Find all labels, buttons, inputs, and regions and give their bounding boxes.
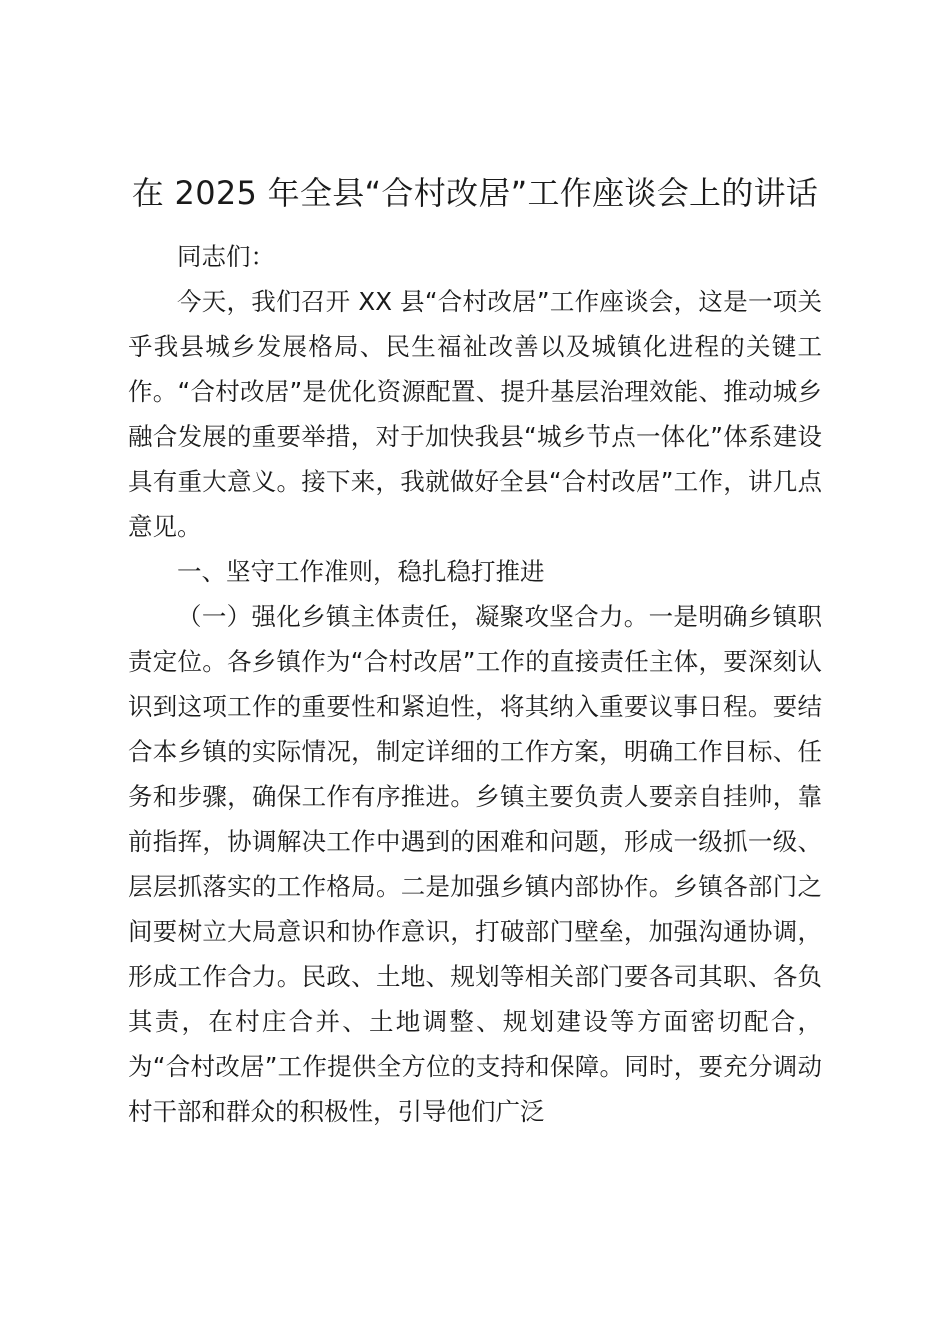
document-body	[128, 234, 822, 1134]
document-title: 在 2025 年全县“合村改居”工作座谈会上的讲话	[131, 174, 819, 212]
greeting: 同志们：	[177, 242, 275, 271]
subsection-paragraph-1: （一）强化乡镇主体责任，凝聚攻坚合力。一是明确乡镇职责定位。各乡镇作为“合村改居”工作的直接责任主体，要深刻认识到这项工作的重要性和紧迫性，将其纳入重要议事日程。要结合本乡镇的实际情况，制定详细的工作方案，明确工作目标、任务和步骤，确保工作有序推进。乡镇主要负责人要亲自挂帅，靠前指挥，协调解决工作中遇到的困难和问题，形成一级抓一级、层层抓落实的工作格局。二是加强乡镇内部协作。乡镇各部门之间要树立大局意识和协作意识，打破部门壁垒，加强沟通协调，形成工作合力。民政、土地、规划等相关部门要各司其职、各负其责，在村庄合并、土地调整、规划建设等方面密切配合，为“合村改居”工作提供全方位的支持和保障。同时，要充分调动村干部和群众的积极性，引导他们广泛	[128, 602, 822, 1126]
document-page	[128, 170, 822, 1134]
intro-paragraph: 今天，我们召开 XX 县“合村改居”工作座谈会，这是一项关乎我县城乡发展格局、民生福祉改善以及城镇化进程的关键工作。“合村改居”是优化资源配置、提升基层治理效能、推动城乡融合发展的重要举措，对于加快我县“城乡节点一体化”体系建设具有重大意义。接下来，我就做好全县“合村改居”工作，讲几点意见。	[128, 287, 822, 541]
section-heading-1: 一、坚守工作准则，稳扎稳打推进	[177, 557, 545, 586]
